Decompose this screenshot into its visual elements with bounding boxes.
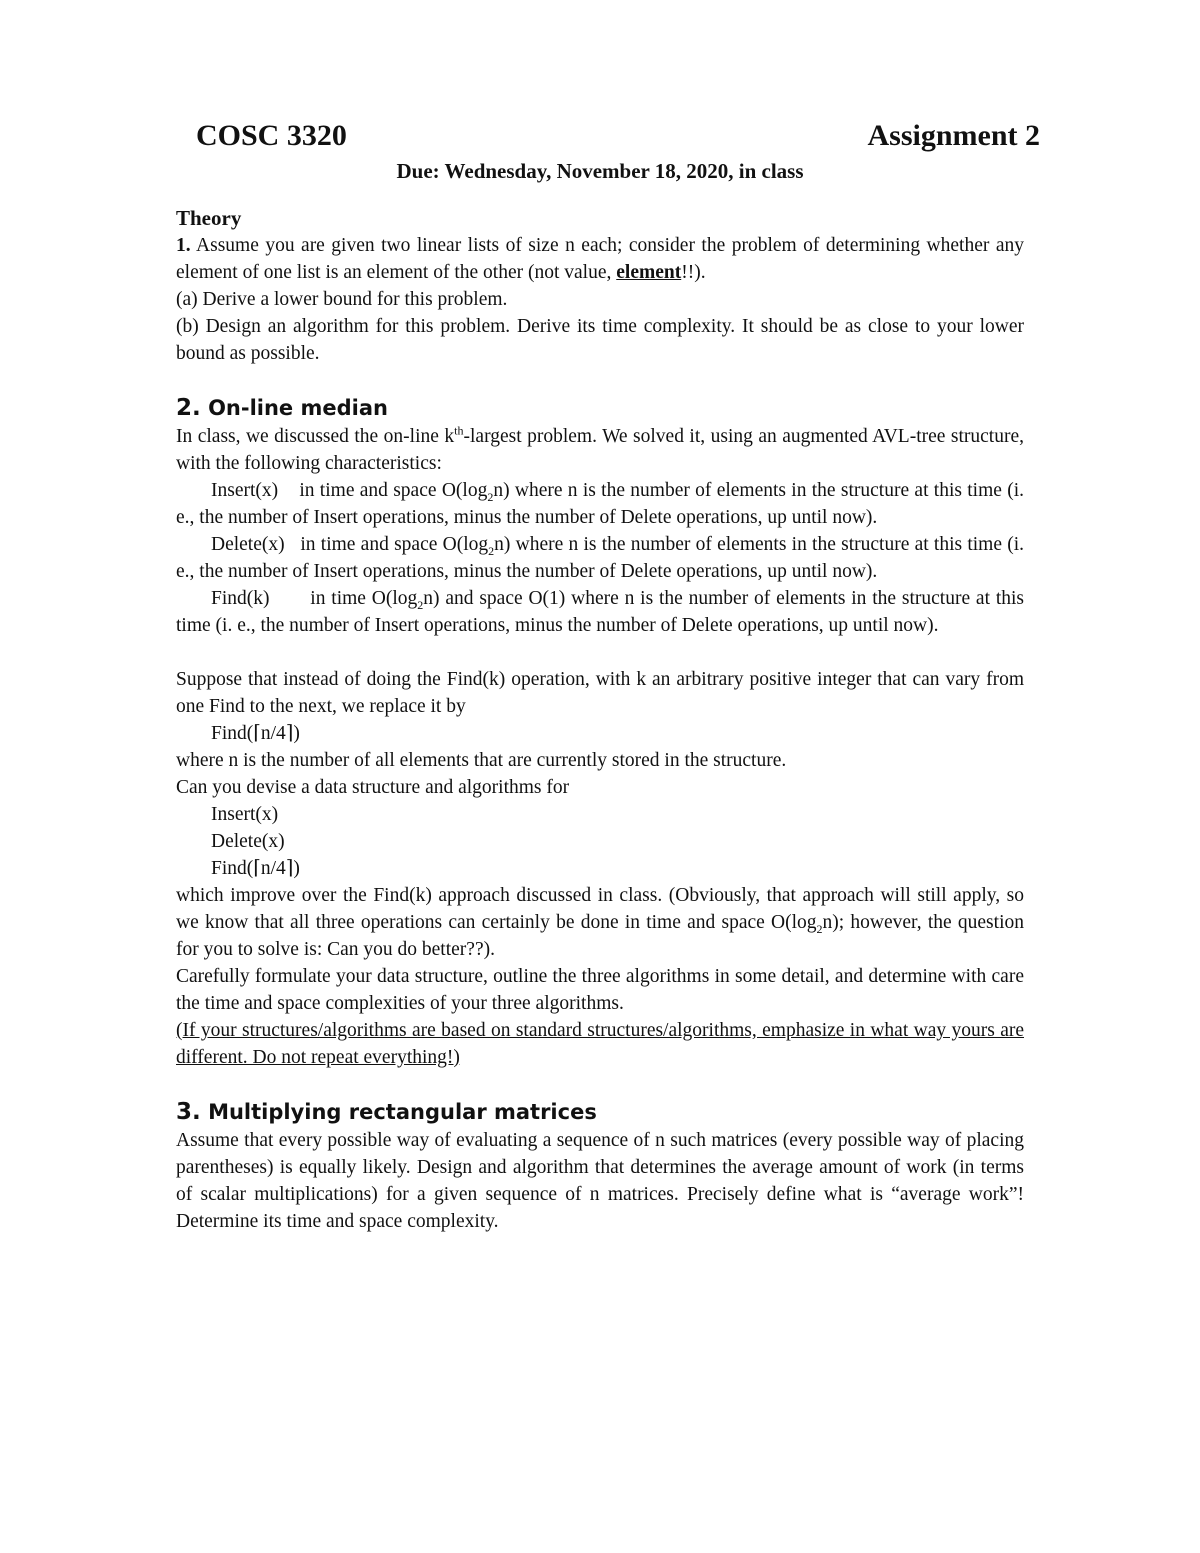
- suppose-text: Suppose that instead of doing the Find(k) operation, with k an arbitrary positive integer that can vary from one Find to the next, we replace it by: [176, 669, 1024, 717]
- find-description: Find(k) in time $O(\log_2n)$ and space O(1) where n is the number of elements in the structure at this time (i. e., the number of Insert operations, minus the number of Delete operations, up until now).: [176, 588, 1024, 636]
- section-2-intro: In class, we discussed the on-line $k^{th}$-largest problem. We solved it, using an augmented AVL-tree structure, with the following characteristics:: [176, 423, 1025, 474]
- insert-description: Insert(x) in time and space $O(\log_2n)$ where n is the number of elements in the structure at this time (i. e., the number of Insert operations, minus the number of Delete operations, up until now).: [176, 480, 1025, 528]
- section-2-note: (If your structures/algorithms are based on standard structures/algorithms, emphasize in what way yours are different. Do not repeat everything!): [176, 1020, 1024, 1068]
- find-op-name: Find(k): [211, 588, 270, 609]
- question-1-text: 1. Assume you are given two linear lists of size n each; consider the problem of determining whether any element of one list is an element of the other (not value, element!!).: [176, 235, 1024, 283]
- delete-description: Delete(x) in time and space $O(\log_2n)$ where n is the number of elements in the structure at this time (i. e., the number of Insert operations, minus the number of Delete operations, up until now).: [176, 534, 1025, 582]
- delete-op-name: Delete(x): [211, 534, 285, 555]
- question-1-part-b: (b) Design an algorithm for this problem. Derive its time complexity. It should be as close to your lower bound as possible.: [176, 316, 1024, 364]
- section-2-heading: 2. On-line median: [176, 395, 388, 421]
- assignment-title: Assignment 2: [867, 119, 1040, 152]
- question-1-number: 1.: [176, 235, 191, 256]
- find-replacement: Find(⌈n/4⌉): [211, 723, 300, 744]
- due-date: Due: Wednesday, November 18, 2020, in class: [396, 159, 804, 183]
- section-3-heading: 3. Multiplying rectangular matrices: [176, 1099, 597, 1125]
- spacer: [176, 639, 1024, 666]
- carefully-text: Carefully formulate your data structure, outline the three algorithms in some detail, and determine with care the time and space complexities of your three algorithms.: [176, 966, 1024, 1014]
- section-3-text: Assume that every possible way of evaluating a sequence of n such matrices (every possible way of placing parentheses) is equally likely. Design and algorithm that determines the average amount of work (in terms of scalar multiplications) for a given sequence of n matrices. Precisely define what is “average work”! Determine its time and space complexity.: [176, 1130, 1024, 1232]
- question-1-part-a: (a) Derive a lower bound for this problem.: [176, 289, 508, 310]
- op-delete: Delete(x): [211, 831, 285, 852]
- document-page: [176, 116, 1040, 1235]
- theory-heading: Theory: [176, 206, 242, 230]
- where-n-text: where n is the number of all elements that are currently stored in the structure.: [176, 750, 787, 771]
- op-insert: Insert(x): [211, 804, 279, 825]
- can-you-text: Can you devise a data structure and algorithms for: [176, 777, 570, 798]
- insert-op-name: Insert(x): [211, 480, 279, 501]
- op-find: Find(⌈n/4⌉): [211, 858, 300, 879]
- course-title: COSC 3320: [196, 119, 347, 152]
- emphasis-element: element: [616, 262, 682, 283]
- title-row: [196, 116, 1040, 156]
- improve-text: which improve over the Find(k) approach discussed in class. (Obviously, that approach will still apply, so we know that all three operations can certainly be done in time and space $O(\log_2n)$; however, the question for you to solve is: Can you do better??).: [176, 885, 1024, 960]
